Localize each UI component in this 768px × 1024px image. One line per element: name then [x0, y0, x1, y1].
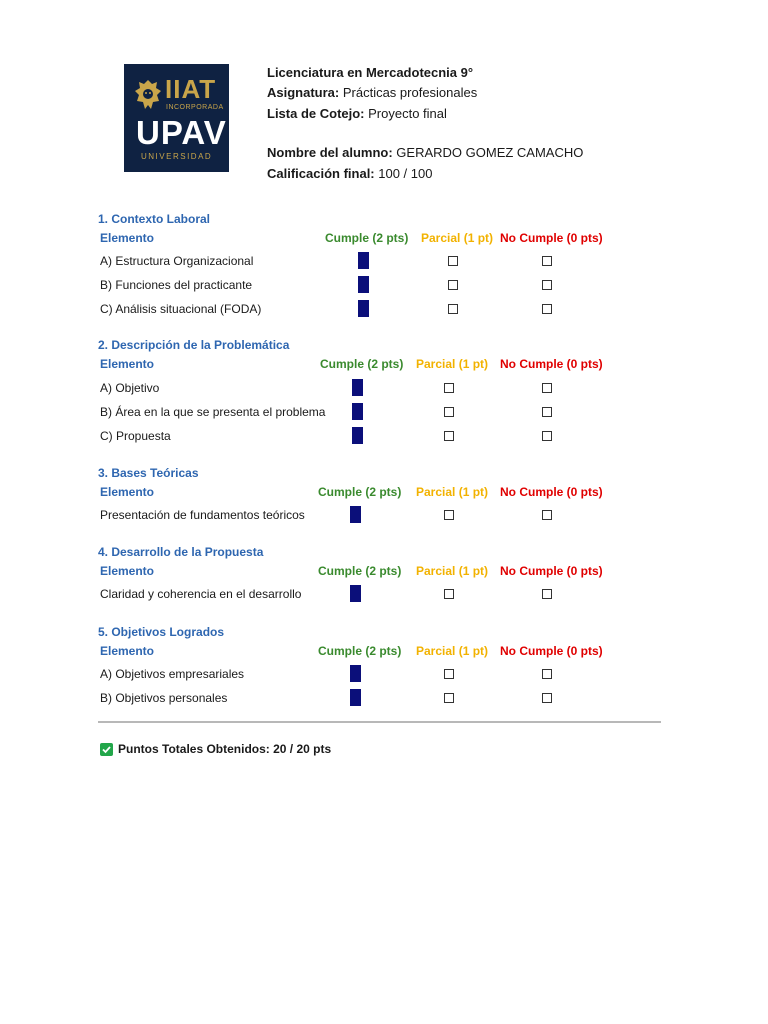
table-row-label: C) Análisis situacional (FODA) [100, 302, 262, 316]
section-title: 5. Objetivos Logrados [98, 625, 225, 639]
column-header-parcial: Parcial (1 pt) [421, 231, 494, 245]
no-cumple-empty-box [542, 669, 552, 679]
cumple-checked-mark [350, 585, 361, 602]
upav-logo [124, 64, 229, 172]
asignatura-line: Asignatura: Prácticas profesionales [267, 85, 478, 100]
no-cumple-empty-box [542, 383, 552, 393]
parcial-empty-box [444, 431, 454, 441]
parcial-empty-box [444, 383, 454, 393]
table-row-label: A) Objetivo [100, 381, 160, 395]
divider [98, 721, 661, 723]
alumno-line: Nombre del alumno: GERARDO GOMEZ CAMACHO [267, 145, 584, 160]
parcial-empty-box [444, 669, 454, 679]
table-row-label: B) Funciones del practicante [100, 278, 253, 292]
column-header-no-cumple: No Cumple (0 pts) [500, 564, 603, 578]
parcial-empty-box [444, 589, 454, 599]
cumple-checked-mark [352, 403, 363, 420]
table-row-label: B) Área en la que se presenta el problema [100, 405, 326, 419]
no-cumple-empty-box [542, 693, 552, 703]
column-header-cumple: Cumple (2 pts) [318, 485, 402, 499]
cumple-checked-mark [350, 689, 361, 706]
column-header-elemento: Elemento [100, 357, 155, 371]
column-header-parcial: Parcial (1 pt) [416, 564, 489, 578]
section-title: 4. Desarrollo de la Propuesta [98, 545, 264, 559]
lion-crest-icon [133, 78, 163, 112]
table-row-label: A) Estructura Organizacional [100, 254, 254, 268]
column-header-elemento: Elemento [100, 644, 155, 658]
column-header-parcial: Parcial (1 pt) [416, 357, 489, 371]
table-row-label: Claridad y coherencia en el desarrollo [100, 587, 302, 601]
logo-iiat-text: IIAT [165, 74, 217, 104]
section-title: 3. Bases Teóricas [98, 466, 199, 480]
column-header-no-cumple: No Cumple (0 pts) [500, 231, 603, 245]
cumple-checked-mark [350, 506, 361, 523]
parcial-empty-box [444, 510, 454, 520]
no-cumple-empty-box [542, 280, 552, 290]
table-row-label: B) Objetivos personales [100, 691, 228, 705]
no-cumple-empty-box [542, 304, 552, 314]
column-header-parcial: Parcial (1 pt) [416, 485, 489, 499]
licenciatura-line: Licenciatura en Mercadotecnia 9° [267, 65, 474, 80]
parcial-empty-box [444, 693, 454, 703]
column-header-cumple: Cumple (2 pts) [320, 357, 404, 371]
column-header-cumple: Cumple (2 pts) [318, 644, 402, 658]
logo-upav-text: UPAV [136, 114, 227, 151]
check-icon [100, 743, 113, 756]
no-cumple-empty-box [542, 407, 552, 417]
cumple-checked-mark [358, 300, 369, 317]
column-header-elemento: Elemento [100, 485, 155, 499]
column-header-no-cumple: No Cumple (0 pts) [500, 485, 603, 499]
parcial-empty-box [448, 280, 458, 290]
total-points [100, 742, 331, 756]
table-row-label: C) Propuesta [100, 429, 171, 443]
cumple-checked-mark [352, 379, 363, 396]
column-header-cumple: Cumple (2 pts) [318, 564, 402, 578]
table-row-label: A) Objetivos empresariales [100, 667, 245, 681]
cumple-checked-mark [358, 276, 369, 293]
logo-universidad-text: UNIVERSIDAD [141, 152, 213, 161]
parcial-empty-box [444, 407, 454, 417]
cumple-checked-mark [358, 252, 369, 269]
cumple-checked-mark [350, 665, 361, 682]
column-header-elemento: Elemento [100, 564, 155, 578]
lista-cotejo-line: Lista de Cotejo: Proyecto final [267, 106, 447, 121]
parcial-empty-box [448, 256, 458, 266]
no-cumple-empty-box [542, 256, 552, 266]
table-row-label: Presentación de fundamentos teóricos [100, 508, 305, 522]
column-header-parcial: Parcial (1 pt) [416, 644, 489, 658]
section-title: 2. Descripción de la Problemática [98, 338, 290, 352]
section-title: 1. Contexto Laboral [98, 212, 211, 226]
no-cumple-empty-box [542, 589, 552, 599]
column-header-cumple: Cumple (2 pts) [325, 231, 409, 245]
cumple-checked-mark [352, 427, 363, 444]
no-cumple-empty-box [542, 510, 552, 520]
calificacion-line: Calificación final: 100 / 100 [267, 166, 433, 181]
column-header-no-cumple: No Cumple (0 pts) [500, 357, 603, 371]
column-header-no-cumple: No Cumple (0 pts) [500, 644, 603, 658]
logo-incorporada-text: INCORPORADA [166, 104, 224, 111]
total-points-text: Puntos Totales Obtenidos: 20 / 20 pts [118, 742, 332, 756]
parcial-empty-box [448, 304, 458, 314]
no-cumple-empty-box [542, 431, 552, 441]
column-header-elemento: Elemento [100, 231, 155, 245]
